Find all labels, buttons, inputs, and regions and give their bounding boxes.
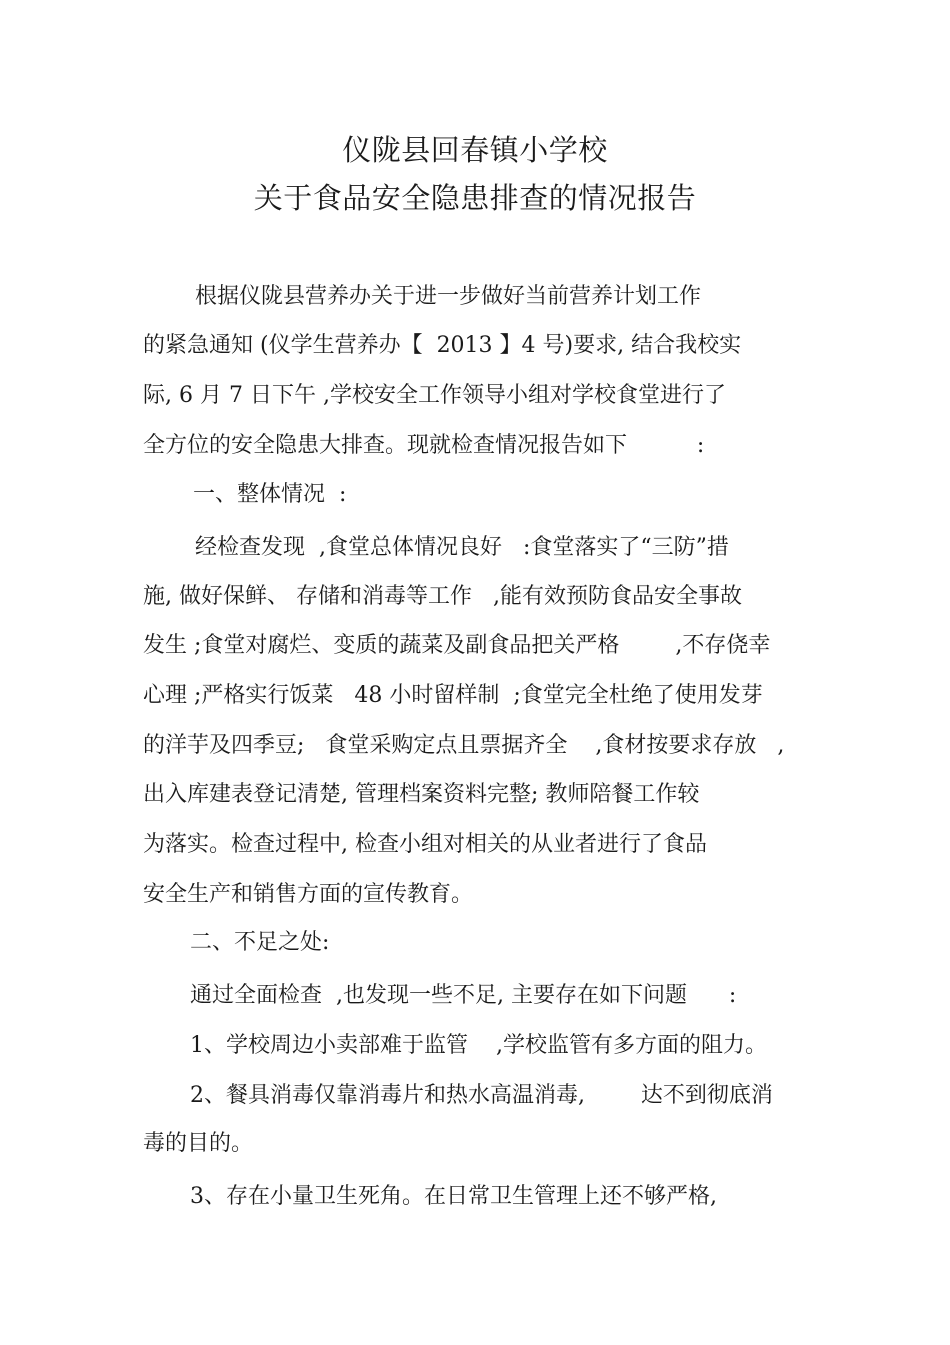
body-line-1: 根据仪陇县营养办关于进一步做好当前营养计划工作 [195, 284, 702, 309]
body-line-7: 发生 ;食堂对腐烂、变质的蔬菜及副食品把关严格 ,不存侥幸 [143, 633, 771, 658]
body-line-9: 的洋芋及四季豆; 食堂采购定点且票据齐全 ,食材按要求存放 , [143, 733, 785, 758]
body-line-2: 的紧急通知 (仪学生营养办【 2013 】4 号)要求, 结合我校实 [143, 333, 742, 358]
body-line-6: 施, 做好保鲜、 存储和消毒等工作 ,能有效预防食品安全事故 [143, 584, 742, 609]
list-item-1: 1、学校周边小卖部难于监管 ,学校监管有多方面的阻力。 [190, 1033, 767, 1058]
body-line-10: 出入库建表登记清楚, 管理档案资料完整; 教师陪餐工作较 [143, 782, 700, 807]
body-line-13: 通过全面检查 ,也发现一些不足, 主要存在如下问题 : [190, 983, 737, 1008]
list-item-2-continued: 毒的目的。 [143, 1131, 254, 1156]
list-item-3: 3、存在小量卫生死角。在日常卫生管理上还不够严格, [190, 1184, 717, 1209]
list-item-2: 2、餐具消毒仅靠消毒片和热水高温消毒, 达不到彻底消 [190, 1083, 773, 1108]
document-title-line-1: 仪陇县回春镇小学校 [342, 133, 608, 167]
body-line-11: 为落实。检查过程中, 检查小组对相关的从业者进行了食品 [143, 832, 707, 857]
document-title-line-2: 关于食品安全隐患排查的情况报告 [253, 181, 697, 215]
section-heading-2: 二、不足之处: [190, 930, 330, 955]
body-line-4: 全方位的安全隐患大排查。现就检查情况报告如下 : [143, 433, 705, 458]
body-line-5: 经检查发现 ,食堂总体情况良好 :食堂落实了“三防”措 [195, 535, 729, 560]
body-line-3: 际, 6 月 7 日下午 ,学校安全工作领导小组对学校食堂进行了 [143, 383, 726, 408]
section-heading-1: 一、整体情况 : [193, 482, 347, 507]
body-line-8: 心理 ;严格实行饭菜 48 小时留样制 ;食堂完全杜绝了使用发芽 [143, 683, 763, 708]
body-line-12: 安全生产和销售方面的宣传教育。 [143, 882, 474, 907]
